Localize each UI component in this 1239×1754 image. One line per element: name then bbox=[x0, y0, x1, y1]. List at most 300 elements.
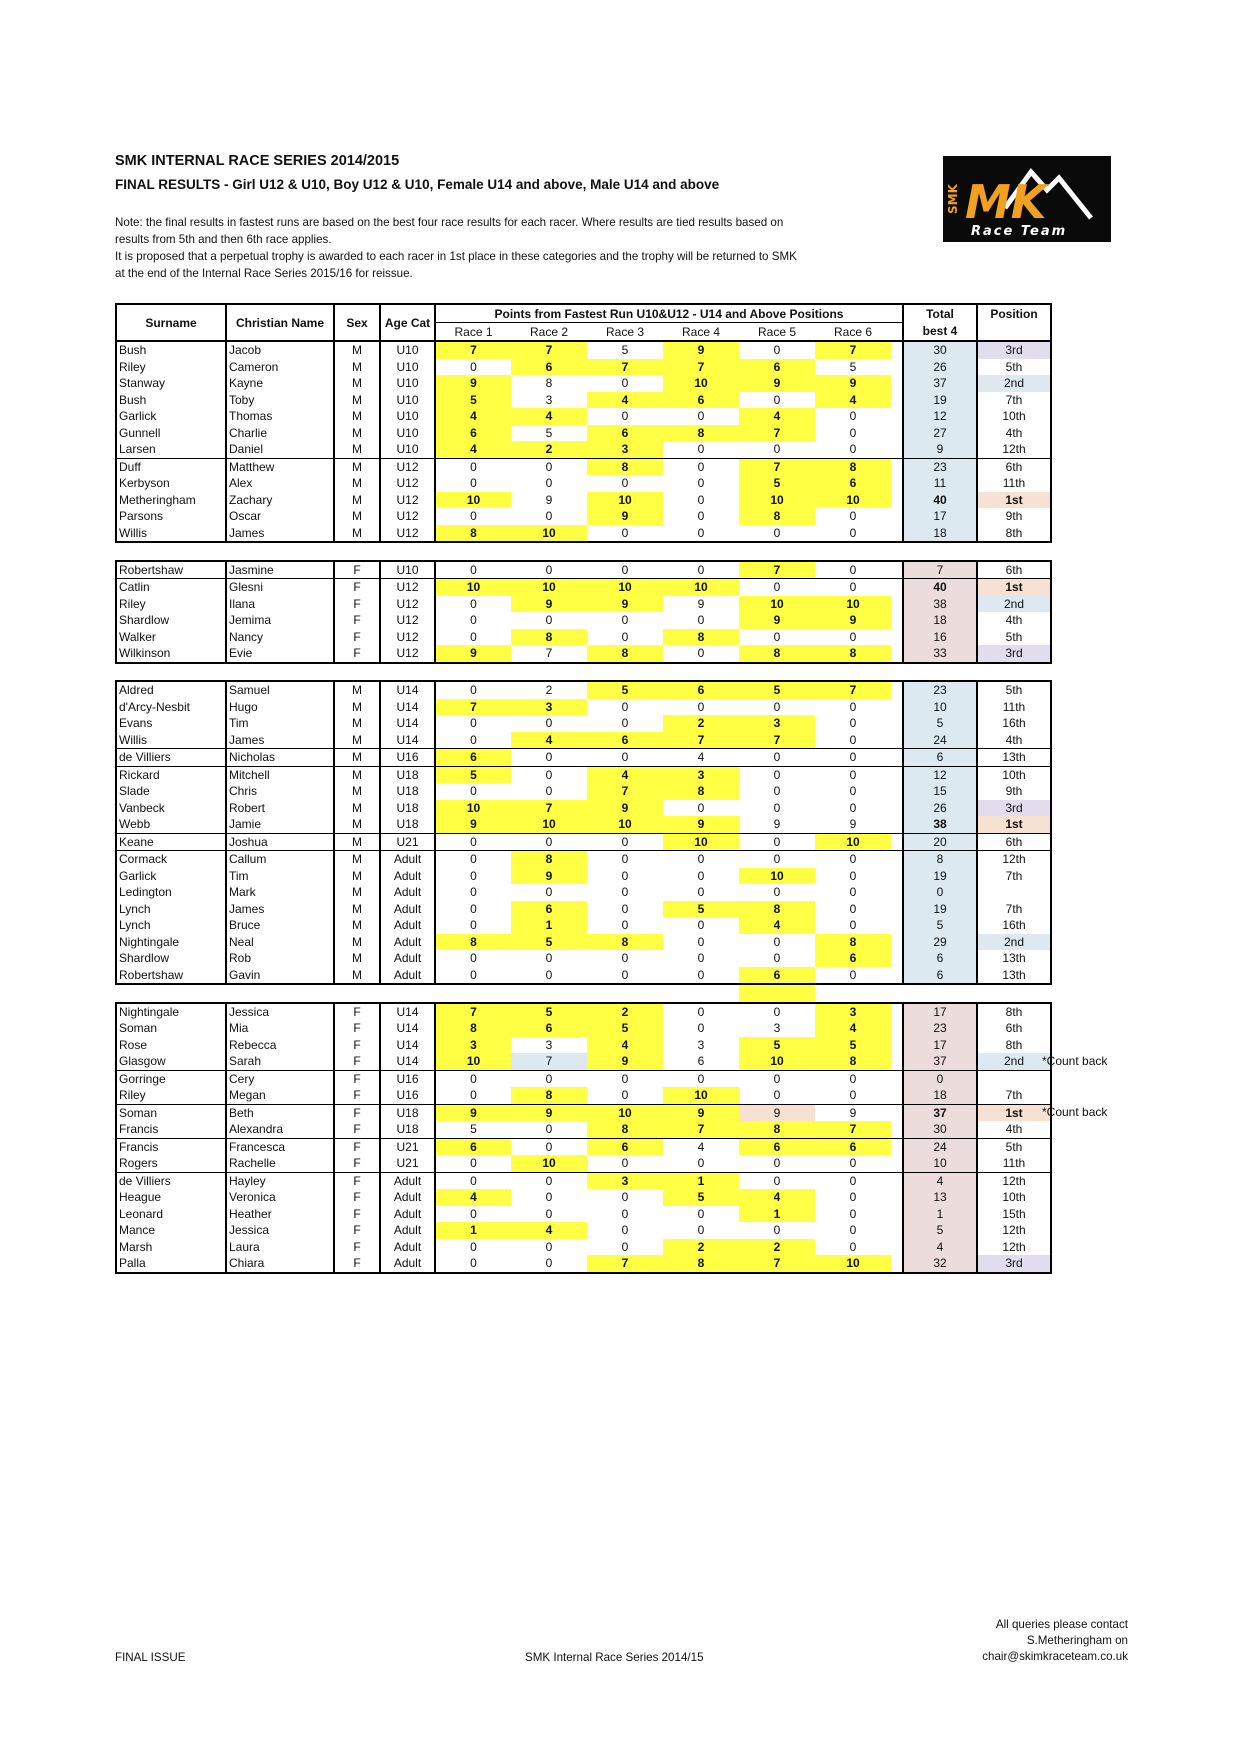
race-score-cell: 0 bbox=[739, 1070, 815, 1087]
race-score-cell: 0 bbox=[621, 1206, 629, 1221]
race-score-cell: 0 bbox=[697, 868, 705, 883]
race-score-cell: 4 bbox=[739, 917, 815, 934]
race-score-cell: 9 bbox=[815, 1104, 891, 1121]
surname-cell: Catlin bbox=[116, 579, 226, 596]
table-row bbox=[116, 375, 1051, 392]
gap-cell bbox=[891, 508, 903, 525]
age-cat-cell: U18 bbox=[380, 1121, 435, 1138]
sex-cell: M bbox=[334, 934, 380, 951]
race-score-cell: 0 bbox=[697, 1021, 705, 1036]
position-cell: 3rd bbox=[977, 800, 1051, 817]
surname-cell: Aldred bbox=[116, 681, 226, 699]
age-cat-cell: U12 bbox=[380, 508, 435, 525]
race-score-cell: 8 bbox=[815, 1053, 891, 1070]
race-score-cell: 1 bbox=[435, 1222, 511, 1239]
race-score-cell: 0 bbox=[587, 851, 663, 868]
race-score-cell: 10 bbox=[663, 833, 739, 851]
header-race: Race 6 bbox=[815, 323, 891, 342]
race-score-cell: 4 bbox=[663, 1138, 739, 1155]
table-row bbox=[116, 833, 1051, 851]
race-score-cell: 9 bbox=[697, 596, 705, 611]
race-score-cell: 10 bbox=[435, 1053, 511, 1070]
total-cell: 9 bbox=[903, 441, 977, 458]
table-row bbox=[116, 1239, 1051, 1256]
gap-cell bbox=[891, 425, 903, 442]
race-score-cell: 0 bbox=[739, 525, 815, 543]
spacer-cell bbox=[977, 663, 1051, 682]
race-score-cell: 8 bbox=[511, 1087, 587, 1104]
total-cell: 30 bbox=[903, 1121, 977, 1138]
race-score-cell: 5 bbox=[587, 681, 663, 699]
race-score-cell: 8 bbox=[587, 645, 663, 663]
age-cat-cell: U14 bbox=[380, 1003, 435, 1021]
gap-cell bbox=[891, 783, 903, 800]
surname-cell: Duff bbox=[116, 458, 226, 475]
table-row bbox=[116, 800, 1051, 817]
position-cell: 8th bbox=[977, 525, 1051, 543]
race-score-cell: 0 bbox=[470, 951, 477, 966]
age-cat-cell: U14 bbox=[380, 1020, 435, 1037]
gap-cell bbox=[891, 441, 903, 458]
surname-cell: Evans bbox=[116, 715, 226, 732]
sex-cell: F bbox=[334, 596, 380, 613]
christian-name-cell: Toby bbox=[226, 392, 334, 409]
race-score-cell: 0 bbox=[511, 749, 587, 767]
race-score-cell: 0 bbox=[849, 732, 857, 747]
sex-cell: M bbox=[334, 681, 380, 699]
spacer-cell bbox=[739, 984, 815, 1003]
race-score-cell: 6 bbox=[587, 425, 663, 442]
sex-cell: F bbox=[334, 1053, 380, 1070]
race-score-cell: 10 bbox=[511, 579, 587, 596]
age-cat-cell: U10 bbox=[380, 425, 435, 442]
race-score-cell: 5 bbox=[470, 1122, 477, 1137]
race-score-cell: 0 bbox=[587, 561, 663, 579]
surname-cell: Wilkinson bbox=[116, 645, 226, 663]
gap-cell bbox=[891, 408, 903, 425]
race-score-cell: 0 bbox=[545, 613, 553, 628]
sex-cell: M bbox=[334, 816, 380, 833]
age-cat-cell: U12 bbox=[380, 492, 435, 509]
spacer-cell bbox=[815, 984, 891, 1003]
table-row bbox=[116, 596, 1051, 613]
position-cell: 7th bbox=[977, 901, 1051, 918]
spacer-cell bbox=[226, 663, 334, 682]
race-score-cell: 10 bbox=[663, 375, 739, 392]
sex-cell: M bbox=[334, 458, 380, 475]
race-score-cell: 6 bbox=[435, 425, 511, 442]
sex-cell: F bbox=[334, 579, 380, 596]
race-score-cell: 9 bbox=[587, 1053, 663, 1070]
race-score-cell: 0 bbox=[545, 1206, 553, 1221]
age-cat-cell: Adult bbox=[380, 868, 435, 885]
christian-name-cell: Cameron bbox=[226, 359, 334, 376]
christian-name-cell: Francesca bbox=[226, 1138, 334, 1155]
age-cat-cell: Adult bbox=[380, 1222, 435, 1239]
christian-name-cell: Chris bbox=[226, 783, 334, 800]
race-score-cell: 0 bbox=[621, 918, 629, 933]
surname-cell: Robertshaw bbox=[116, 561, 226, 579]
spacer-cell bbox=[116, 542, 226, 561]
position-cell: 2nd bbox=[977, 934, 1051, 951]
race-score-cell: 10 bbox=[739, 492, 815, 509]
race-score-cell: 3 bbox=[435, 1037, 511, 1054]
race-score-cell: 8 bbox=[587, 934, 663, 951]
race-score-cell: 0 bbox=[435, 681, 511, 699]
gap-cell bbox=[891, 1172, 903, 1189]
table-row bbox=[116, 1138, 1051, 1155]
total-cell: 19 bbox=[903, 901, 977, 918]
surname-cell: Keane bbox=[116, 833, 226, 851]
gap-cell bbox=[891, 1070, 903, 1087]
race-score-cell: 9 bbox=[587, 596, 663, 613]
race-score-cell: 10 bbox=[511, 1155, 587, 1172]
position-cell: 8th bbox=[977, 1037, 1051, 1054]
table-row bbox=[116, 1206, 1051, 1223]
race-score-cell: 2 bbox=[739, 1239, 815, 1256]
header-race: Race 4 bbox=[663, 323, 739, 342]
gap-cell bbox=[891, 1255, 903, 1273]
note-block-2 bbox=[115, 248, 797, 282]
spacer-cell bbox=[380, 663, 435, 682]
gap-cell bbox=[891, 596, 903, 613]
race-score-cell: 5 bbox=[739, 475, 815, 492]
race-score-cell: 0 bbox=[739, 749, 815, 767]
race-score-cell: 9 bbox=[663, 341, 739, 359]
race-score-cell: 6 bbox=[587, 732, 663, 749]
total-cell: 32 bbox=[903, 1255, 977, 1273]
race-score-cell: 5 bbox=[739, 1037, 815, 1054]
race-score-cell: 4 bbox=[435, 1189, 511, 1206]
race-score-cell: 0 bbox=[587, 749, 663, 767]
position-cell: 3rd bbox=[977, 645, 1051, 663]
table-row bbox=[116, 1189, 1051, 1206]
count-back-note: *Count back bbox=[1042, 1105, 1108, 1119]
group-spacer bbox=[116, 663, 1051, 682]
spacer-cell bbox=[891, 542, 903, 561]
christian-name-cell: Mia bbox=[226, 1020, 334, 1037]
race-score-cell: 0 bbox=[621, 951, 629, 966]
logo-bottom-text: Race Team bbox=[971, 224, 1068, 239]
race-score-cell: 10 bbox=[435, 492, 511, 509]
race-score-cell: 0 bbox=[545, 1122, 553, 1137]
gap-cell bbox=[891, 375, 903, 392]
race-score-cell: 7 bbox=[815, 341, 891, 359]
table-row bbox=[116, 749, 1051, 767]
age-cat-cell: Adult bbox=[380, 1239, 435, 1256]
race-score-cell: 8 bbox=[739, 508, 815, 525]
race-score-cell: 2 bbox=[663, 715, 739, 732]
race-score-cell: 7 bbox=[815, 681, 891, 699]
gap-cell bbox=[891, 1189, 903, 1206]
race-score-cell: 0 bbox=[849, 918, 857, 933]
surname-cell: Larsen bbox=[116, 441, 226, 458]
race-score-cell: 9 bbox=[435, 1104, 511, 1121]
race-score-cell: 0 bbox=[815, 579, 891, 596]
gap-cell bbox=[891, 934, 903, 951]
gap-cell bbox=[891, 1239, 903, 1256]
position-cell: 16th bbox=[977, 917, 1051, 934]
race-score-cell: 0 bbox=[697, 409, 705, 424]
group-spacer bbox=[116, 984, 1051, 1003]
sex-cell: M bbox=[334, 525, 380, 543]
header-total: Total bbox=[903, 304, 977, 323]
table-row bbox=[116, 766, 1051, 783]
race-score-cell: 9 bbox=[815, 375, 891, 392]
race-score-cell: 0 bbox=[621, 1156, 629, 1171]
total-cell: 12 bbox=[903, 408, 977, 425]
sex-cell: F bbox=[334, 1155, 380, 1172]
race-score-cell: 10 bbox=[663, 1087, 739, 1104]
race-score-cell: 5 bbox=[663, 901, 739, 918]
surname-cell: Cormack bbox=[116, 851, 226, 868]
gap-cell bbox=[891, 475, 903, 492]
christian-name-cell: Zachary bbox=[226, 492, 334, 509]
position-cell: 4th bbox=[977, 1121, 1051, 1138]
race-score-cell: 0 bbox=[511, 1255, 587, 1273]
total-cell: 17 bbox=[903, 1037, 977, 1054]
table-row bbox=[116, 917, 1051, 934]
surname-cell: Riley bbox=[116, 596, 226, 613]
race-score-cell: 0 bbox=[697, 1223, 705, 1238]
gap-cell bbox=[891, 749, 903, 767]
race-score-cell: 3 bbox=[663, 766, 739, 783]
spacer-cell bbox=[587, 663, 663, 682]
surname-cell: Palla bbox=[116, 1255, 226, 1273]
christian-name-cell: Rachelle bbox=[226, 1155, 334, 1172]
christian-name-cell: Jemima bbox=[226, 612, 334, 629]
race-score-cell: 6 bbox=[815, 950, 891, 967]
race-score-cell: 0 bbox=[621, 409, 629, 424]
race-score-cell: 0 bbox=[697, 1156, 705, 1171]
christian-name-cell: Jessica bbox=[226, 1222, 334, 1239]
christian-name-cell: Nicholas bbox=[226, 749, 334, 767]
age-cat-cell: U18 bbox=[380, 783, 435, 800]
footer-contact-email: chair@skimkraceteam.co.uk bbox=[982, 1650, 1128, 1663]
position-cell: 6th bbox=[977, 1020, 1051, 1037]
surname-cell: Kerbyson bbox=[116, 475, 226, 492]
note-line: results from 5th and then 6th race applies. bbox=[115, 233, 332, 246]
race-score-cell: 6 bbox=[815, 1138, 891, 1155]
total-cell: 37 bbox=[903, 1053, 977, 1070]
race-score-cell: 0 bbox=[621, 716, 629, 731]
position-cell: 5th bbox=[977, 359, 1051, 376]
spacer-cell bbox=[903, 663, 977, 682]
race-score-cell: 0 bbox=[773, 1156, 781, 1171]
race-score-cell: 0 bbox=[815, 749, 891, 767]
christian-name-cell: James bbox=[226, 732, 334, 749]
race-score-cell: 8 bbox=[435, 525, 511, 543]
surname-cell: Marsh bbox=[116, 1239, 226, 1256]
race-score-cell: 0 bbox=[849, 409, 857, 424]
position-cell: 5th bbox=[977, 1138, 1051, 1155]
footer-series: SMK Internal Race Series 2014/15 bbox=[525, 1651, 704, 1664]
race-score-cell: 0 bbox=[697, 509, 705, 524]
christian-name-cell: Matthew bbox=[226, 458, 334, 475]
race-score-cell: 0 bbox=[621, 1239, 629, 1254]
race-score-cell: 4 bbox=[587, 766, 663, 783]
spacer-cell bbox=[663, 663, 739, 682]
race-score-cell: 0 bbox=[849, 629, 857, 644]
table-row bbox=[116, 699, 1051, 716]
race-score-cell: 0 bbox=[621, 629, 629, 644]
christian-name-cell: Charlie bbox=[226, 425, 334, 442]
race-score-cell: 9 bbox=[739, 612, 815, 629]
race-score-cell: 7 bbox=[663, 1121, 739, 1138]
gap-cell bbox=[891, 392, 903, 409]
sex-cell: M bbox=[334, 392, 380, 409]
race-score-cell: 5 bbox=[511, 934, 587, 951]
race-score-cell: 0 bbox=[849, 699, 857, 714]
position-cell: 12th bbox=[977, 851, 1051, 868]
total-cell: 0 bbox=[903, 1070, 977, 1087]
christian-name-cell: Nancy bbox=[226, 629, 334, 646]
gap-cell bbox=[891, 868, 903, 885]
race-score-cell: 3 bbox=[739, 715, 815, 732]
surname-cell: Shardlow bbox=[116, 950, 226, 967]
race-score-cell: 9 bbox=[435, 816, 511, 833]
surname-cell: Francis bbox=[116, 1121, 226, 1138]
surname-cell: Lynch bbox=[116, 917, 226, 934]
gap-cell bbox=[891, 561, 903, 579]
race-score-cell: 6 bbox=[663, 681, 739, 699]
race-score-cell: 0 bbox=[773, 951, 781, 966]
race-score-cell: 0 bbox=[849, 885, 857, 900]
surname-cell: Soman bbox=[116, 1020, 226, 1037]
race-score-cell: 0 bbox=[849, 800, 857, 815]
race-score-cell: 0 bbox=[663, 1070, 739, 1087]
race-score-cell: 5 bbox=[435, 766, 511, 783]
total-cell: 6 bbox=[903, 967, 977, 985]
race-score-cell: 5 bbox=[849, 359, 857, 374]
results-body bbox=[116, 341, 1051, 1273]
race-score-cell: 0 bbox=[849, 1156, 857, 1171]
position-cell: 12th bbox=[977, 1172, 1051, 1189]
sex-cell: M bbox=[334, 715, 380, 732]
race-score-cell: 0 bbox=[697, 442, 705, 457]
gap-cell bbox=[891, 458, 903, 475]
race-score-cell: 0 bbox=[849, 509, 857, 524]
table-row bbox=[116, 1222, 1051, 1239]
gap-cell bbox=[891, 629, 903, 646]
race-score-cell: 0 bbox=[587, 833, 663, 851]
position-cell: 12th bbox=[977, 441, 1051, 458]
sex-cell: M bbox=[334, 408, 380, 425]
sex-cell: M bbox=[334, 884, 380, 901]
surname-cell: Parsons bbox=[116, 508, 226, 525]
age-cat-cell: Adult bbox=[380, 1172, 435, 1189]
logo-main-text: MK bbox=[965, 175, 1047, 229]
race-score-cell: 0 bbox=[545, 716, 553, 731]
race-score-cell: 0 bbox=[470, 596, 477, 611]
total-cell: 13 bbox=[903, 1189, 977, 1206]
christian-name-cell: Cery bbox=[226, 1070, 334, 1087]
race-score-cell: 10 bbox=[815, 596, 891, 613]
header-race: Race 2 bbox=[511, 323, 587, 342]
spacer-cell bbox=[903, 542, 977, 561]
christian-name-cell: Jessica bbox=[226, 1003, 334, 1021]
race-score-cell: 0 bbox=[849, 1088, 857, 1103]
gap-cell bbox=[891, 1020, 903, 1037]
race-score-cell: 9 bbox=[511, 596, 587, 613]
table-row bbox=[116, 341, 1051, 359]
gap-cell bbox=[891, 766, 903, 783]
gap-cell bbox=[891, 645, 903, 663]
gap-cell bbox=[891, 715, 903, 732]
christian-name-cell: Rebecca bbox=[226, 1037, 334, 1054]
race-score-cell: 0 bbox=[511, 833, 587, 851]
age-cat-cell: U21 bbox=[380, 833, 435, 851]
total-cell: 16 bbox=[903, 629, 977, 646]
race-score-cell: 8 bbox=[663, 1255, 739, 1273]
age-cat-cell: Adult bbox=[380, 851, 435, 868]
race-score-cell: 0 bbox=[587, 1070, 663, 1087]
position-cell: 6th bbox=[977, 561, 1051, 579]
total-cell: 1 bbox=[903, 1206, 977, 1223]
race-score-cell: 4 bbox=[815, 1020, 891, 1037]
position-cell: 13th bbox=[977, 967, 1051, 985]
age-cat-cell: U10 bbox=[380, 359, 435, 376]
age-cat-cell: U14 bbox=[380, 732, 435, 749]
race-score-cell: 5 bbox=[815, 1037, 891, 1054]
race-score-cell: 3 bbox=[587, 1172, 663, 1189]
surname-cell: de Villiers bbox=[116, 749, 226, 767]
surname-cell: Rickard bbox=[116, 766, 226, 783]
total-cell: 6 bbox=[903, 749, 977, 767]
race-score-cell: 4 bbox=[815, 392, 891, 409]
position-cell: 7th bbox=[977, 868, 1051, 885]
age-cat-cell: U12 bbox=[380, 458, 435, 475]
gap-cell bbox=[891, 1155, 903, 1172]
table-row bbox=[116, 579, 1051, 596]
race-score-cell: 8 bbox=[511, 629, 587, 646]
gap-cell bbox=[891, 1222, 903, 1239]
table-row bbox=[116, 1121, 1051, 1138]
race-score-cell: 10 bbox=[739, 1053, 815, 1070]
spacer-cell bbox=[587, 984, 663, 1003]
count-back-note: *Count back bbox=[1042, 1054, 1108, 1068]
sex-cell: F bbox=[334, 1206, 380, 1223]
race-score-cell: 0 bbox=[739, 579, 815, 596]
table-row bbox=[116, 1087, 1051, 1104]
race-score-cell: 0 bbox=[470, 476, 477, 491]
race-score-cell: 10 bbox=[739, 868, 815, 885]
age-cat-cell: Adult bbox=[380, 884, 435, 901]
race-score-cell: 8 bbox=[587, 458, 663, 475]
christian-name-cell: Heather bbox=[226, 1206, 334, 1223]
total-cell: 19 bbox=[903, 868, 977, 885]
total-cell: 5 bbox=[903, 715, 977, 732]
race-score-cell: 0 bbox=[663, 851, 739, 868]
race-score-cell: 0 bbox=[470, 868, 477, 883]
age-cat-cell: Adult bbox=[380, 1255, 435, 1273]
race-score-cell: 7 bbox=[815, 1121, 891, 1138]
race-score-cell: 9 bbox=[545, 492, 553, 507]
race-score-cell: 0 bbox=[773, 629, 781, 644]
age-cat-cell: U10 bbox=[380, 375, 435, 392]
sex-cell: F bbox=[334, 1172, 380, 1189]
race-score-cell: 6 bbox=[663, 392, 739, 409]
note-line: It is proposed that a perpetual trophy is awarded to each racer in 1st place in these categories and the trophy will be returned to SMK bbox=[115, 250, 797, 263]
age-cat-cell: U18 bbox=[380, 1104, 435, 1121]
age-cat-cell: U10 bbox=[380, 441, 435, 458]
sex-cell: F bbox=[334, 1087, 380, 1104]
race-score-cell: 0 bbox=[739, 833, 815, 851]
race-score-cell: 0 bbox=[621, 1223, 629, 1238]
spacer-cell bbox=[739, 663, 815, 682]
position-cell: 1st bbox=[977, 492, 1051, 509]
race-score-cell: 0 bbox=[621, 885, 629, 900]
